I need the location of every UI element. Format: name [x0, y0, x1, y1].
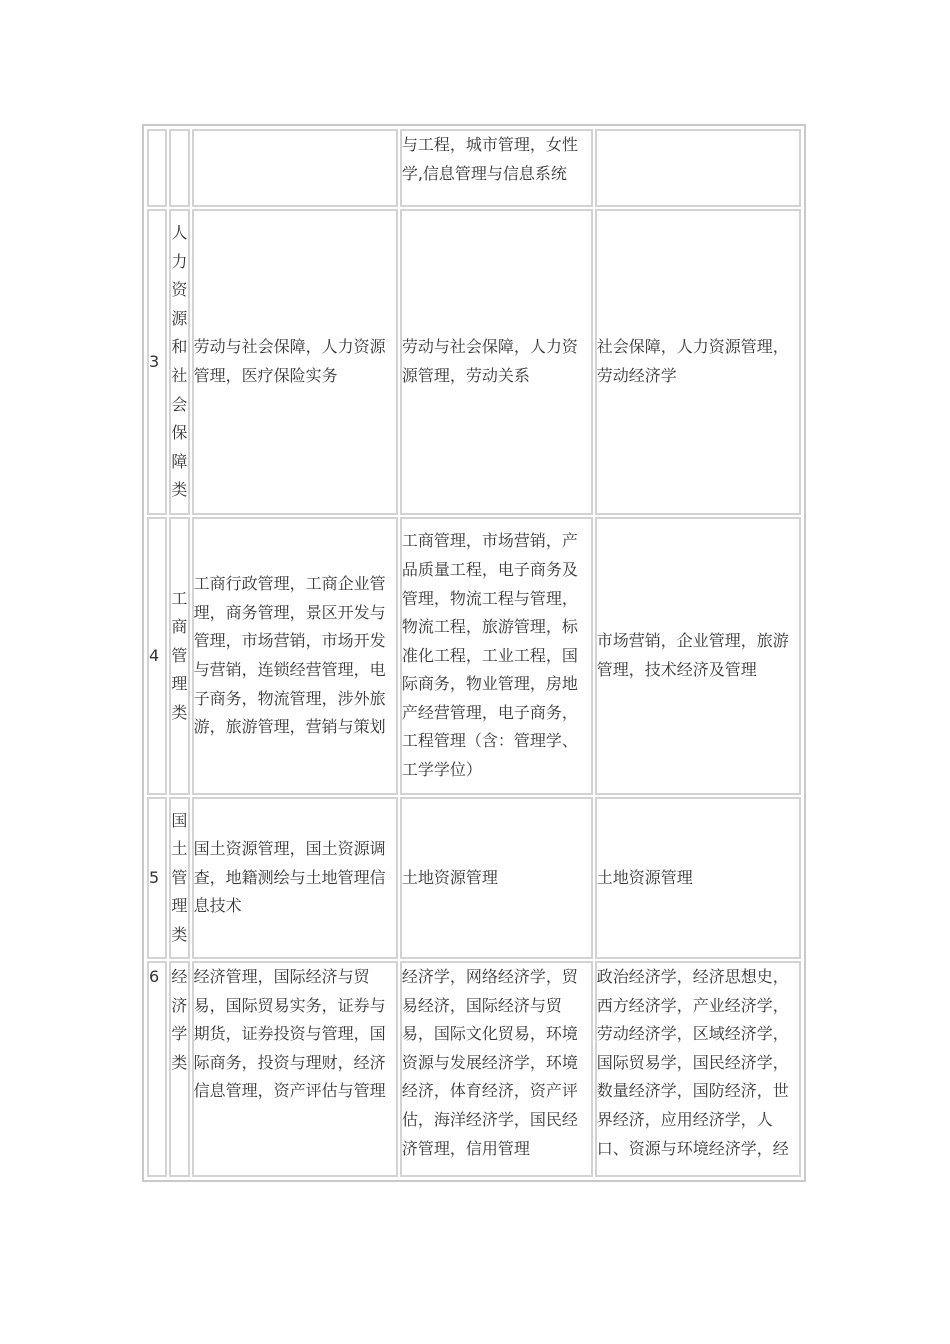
- row-number-cell: [147, 129, 167, 207]
- table-row: [147, 961, 801, 1177]
- undergraduate-cell: 劳动与社会保障，人力资源管理，劳动关系: [400, 209, 593, 515]
- table-row: [147, 129, 801, 207]
- category-label: 人力资源和社会保障类: [171, 223, 188, 500]
- undergraduate-cell: 工商管理，市场营销，产品质量工程，电子商务及管理，物流工程与管理，物流工程，旅游管理，标准化工程，工业工程，国际商务，物业管理，房地产经营管理，电子商务，工程管理（含：管理学、工学学位）: [400, 517, 593, 795]
- category-cell: [169, 961, 189, 1177]
- postgraduate-cell: 政治经济学，经济思想史，西方经济学，产业经济学，劳动经济学，区域经济学，国际贸易学，国民经济学，数量经济学，国防经济，世界经济，应用经济学，人口、资源与环境经济学，经: [595, 961, 801, 1177]
- table-row: [147, 517, 801, 795]
- table-row: [147, 209, 801, 515]
- specialty-college-cell: 国土资源管理，国土资源调查，地籍测绘与土地管理信息技术: [192, 797, 398, 959]
- category-label: 国土管理类: [171, 810, 188, 944]
- undergraduate-cell: 土地资源管理: [400, 797, 593, 959]
- row-number-cell: 4: [147, 517, 167, 795]
- category-cell: [169, 517, 189, 795]
- category-cell: [169, 209, 189, 515]
- category-cell: [169, 129, 189, 207]
- category-label: 经济学类: [171, 967, 188, 1072]
- row-number-cell: 6: [147, 961, 167, 1177]
- row-number-cell: 3: [147, 209, 167, 515]
- table-row: [147, 797, 801, 959]
- postgraduate-cell: 市场营销，企业管理，旅游管理，技术经济及管理: [595, 517, 801, 795]
- majors-table-grid: [145, 127, 803, 1179]
- postgraduate-cell: [595, 129, 801, 207]
- category-cell: [169, 797, 189, 959]
- specialty-college-cell: [192, 129, 398, 207]
- category-label: 工商管理类: [171, 588, 188, 722]
- postgraduate-cell: 社会保障，人力资源管理，劳动经济学: [595, 209, 801, 515]
- postgraduate-cell: 土地资源管理: [595, 797, 801, 959]
- specialty-college-cell: 经济管理，国际经济与贸易，国际贸易实务，证券与期货，证券投资与管理，国际商务，投资与理财，经济信息管理，资产评估与管理: [192, 961, 398, 1177]
- row-number-cell: 5: [147, 797, 167, 959]
- specialty-college-cell: 劳动与社会保障，人力资源管理，医疗保险实务: [192, 209, 398, 515]
- undergraduate-cell: 经济学，网络经济学，贸易经济，国际经济与贸易，国际文化贸易，环境资源与发展经济学，环境经济，体育经济，资产评估，海洋经济学，国民经济管理，信用管理: [400, 961, 593, 1177]
- specialty-college-cell: 工商行政管理，工商企业管理，商务管理，景区开发与管理，市场营销，市场开发与营销，连锁经营管理，电子商务，物流管理，涉外旅游，旅游管理，营销与策划: [192, 517, 398, 795]
- undergraduate-cell: 与工程，城市管理，女性学,信息管理与信息系统: [400, 129, 593, 207]
- majors-table: [142, 124, 806, 1182]
